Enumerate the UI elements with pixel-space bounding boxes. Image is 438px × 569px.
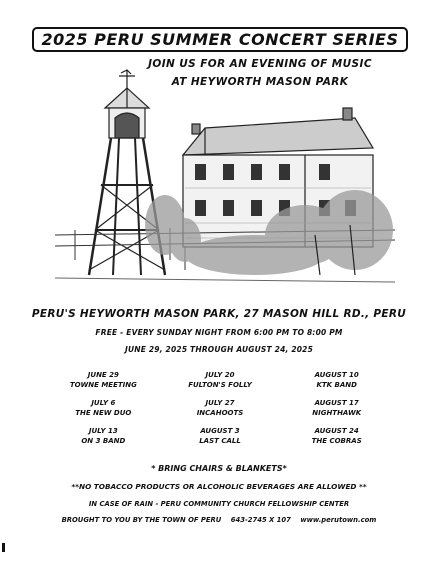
- concert-date: AUGUST 24: [314, 427, 359, 435]
- subtitle-line-1: JOIN US FOR AN EVENING OF MUSIC: [148, 58, 372, 70]
- schedule-note: FREE - EVERY SUNDAY NIGHT FROM 6:00 PM TO 8:00 PM: [95, 328, 343, 337]
- schedule-column-3: [278, 370, 395, 454]
- concert-entry: [45, 426, 162, 454]
- sponsor-text: BROUGHT TO YOU BY THE TOWN OF PERU: [61, 516, 222, 524]
- concert-band: TOWNE MEETING: [69, 381, 137, 389]
- concert-entry: [278, 398, 395, 426]
- schedule-column-1: [45, 370, 162, 454]
- concert-band: INCAHOOTS: [196, 409, 244, 417]
- concert-entry: [45, 398, 162, 426]
- subtitle-line-2: AT HEYWORTH MASON PARK: [171, 76, 349, 88]
- park-sketch-illustration: [55, 60, 395, 300]
- concert-date: AUGUST 17: [314, 399, 359, 407]
- concert-band: FULTON'S FOLLY: [188, 381, 252, 389]
- no-alcohol-note: **NO TOBACCO PRODUCTS OR ALCOHOLIC BEVERAGES ARE ALLOWED **: [71, 482, 367, 491]
- concert-entry: [162, 370, 279, 398]
- concert-entry: [278, 426, 395, 454]
- concert-date: JUNE 29: [87, 371, 119, 379]
- concert-band: THE NEW DUO: [75, 409, 132, 417]
- sponsor-line: [0, 516, 438, 524]
- concert-entry: [278, 370, 395, 398]
- concert-band: ON 3 BAND: [81, 437, 126, 445]
- concert-band: THE COBRAS: [311, 437, 362, 445]
- schedule-column-2: [162, 370, 279, 454]
- concert-entry: [162, 398, 279, 426]
- date-range: JUNE 29, 2025 THROUGH AUGUST 24, 2025: [124, 345, 314, 354]
- concert-entry: [45, 370, 162, 398]
- bring-chairs-note: * BRING CHAIRS & BLANKETS*: [151, 464, 287, 473]
- concert-date: JULY 27: [205, 399, 235, 407]
- concert-date: AUGUST 10: [314, 371, 359, 379]
- poster-title: 2025 PERU SUMMER CONCERT SERIES: [32, 27, 408, 52]
- concert-entry: [162, 426, 279, 454]
- venue-address: PERU'S HEYWORTH MASON PARK, 27 MASON HILL RD., PERU: [31, 308, 407, 320]
- concert-date: JULY 20: [205, 371, 235, 379]
- concert-date: JULY 6: [91, 399, 116, 407]
- phone-number: 643-2745 X 107: [230, 516, 291, 524]
- rain-location-note: IN CASE OF RAIN - PERU COMMUNITY CHURCH FELLOWSHIP CENTER: [88, 500, 350, 508]
- concert-schedule: [45, 370, 395, 454]
- concert-date: AUGUST 3: [200, 427, 240, 435]
- concert-band: LAST CALL: [199, 437, 241, 445]
- scan-mark: [2, 543, 5, 552]
- concert-band: NIGHTHAWK: [312, 409, 362, 417]
- website-link[interactable]: www.perutown.com: [300, 516, 377, 524]
- concert-band: KTK BAND: [316, 381, 357, 389]
- concert-date: JULY 13: [88, 427, 118, 435]
